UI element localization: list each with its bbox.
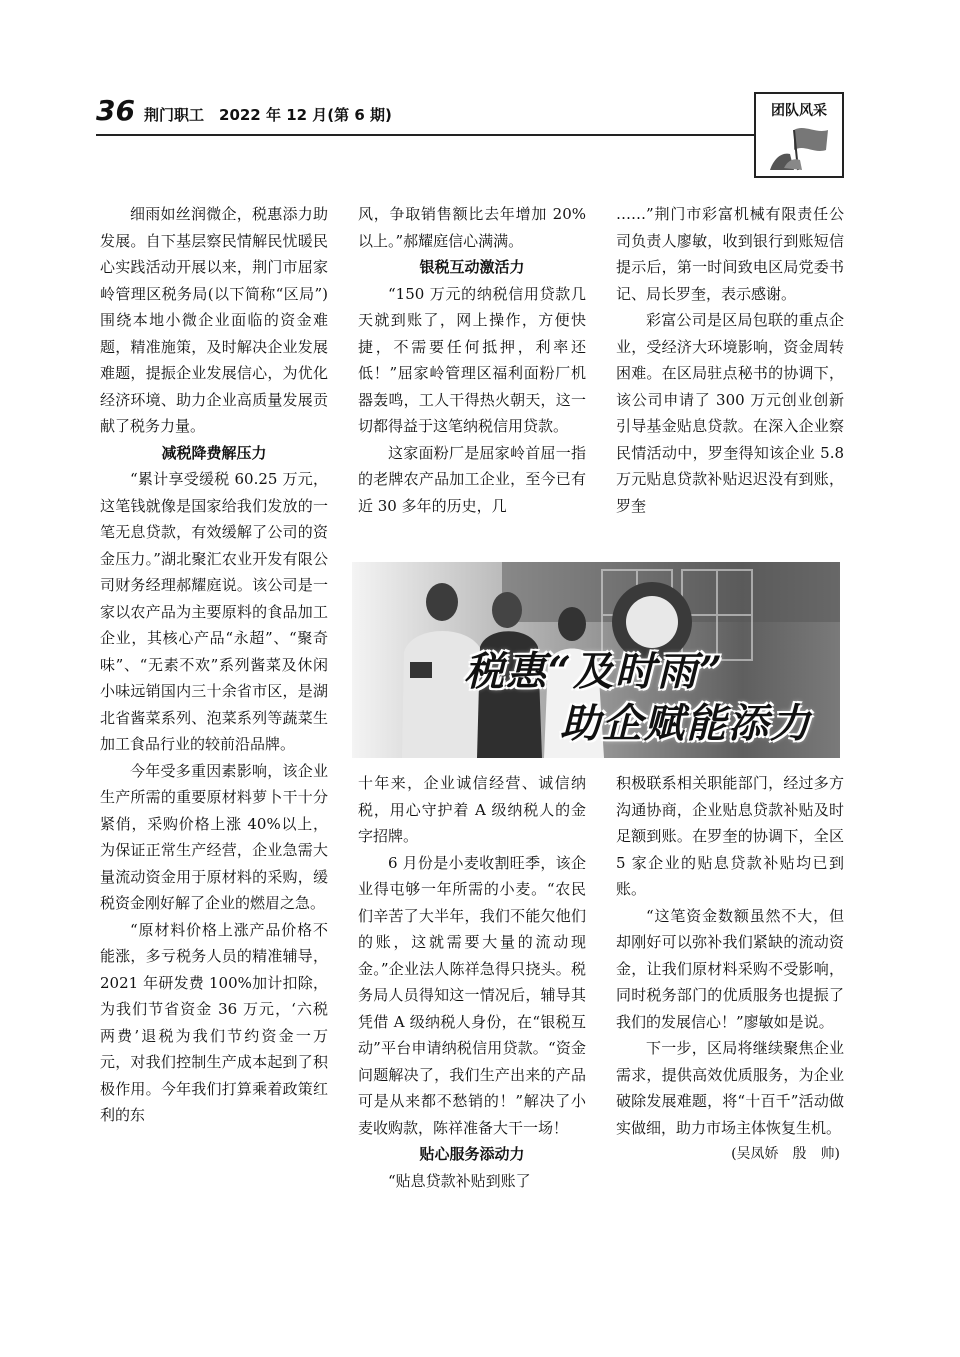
section-badge <box>754 92 844 178</box>
person-staff-head <box>558 607 586 641</box>
header-rule <box>96 134 760 136</box>
page-header <box>96 92 836 132</box>
paragraph: 下一步，区局将继续聚焦企业需求，提供高效优质服务，为企业破除发展难题，将“十百千”活动做实做细，助力市场主体恢复生机。 <box>616 1039 844 1137</box>
photo-headline-1: 税惠“及时雨” <box>464 648 725 695</box>
person-clerk-head <box>492 592 522 628</box>
paragraph: “原材料价格上涨产品价格不能涨，多亏税务人员的精准辅导，2021 年研发费 100%加计扣除，为我们节省资金 36 万元，‘六税两费’退税为我们节约资金一万元，对我们控制生产成本起到了积极作用。今年我们打算乘着政策红利的东 <box>100 920 328 1124</box>
article-column-2-top <box>358 201 586 519</box>
paragraph: 细雨如丝润微企，税惠添力助发展。自下基层察民情解民忧暖民心实践活动开展以来，荆门市屈家岭管理区税务局(以下简称“区局”)围绕本地小微企业面临的资金难题，精准施策，及时解决企业发展难题，提振企业发展信心，为优化经济环境、助力企业高质量发展贡献了税务力量。 <box>100 205 328 435</box>
author-credit: (吴凤娇 殷 帅) <box>731 1146 840 1162</box>
paragraph: 今年受多重因素影响，该企业生产所需的重要原材料萝卜干十分紧俏，采购价格上涨 40%以上，为保证正常生产经营，企业急需大量流动资金用于原材料的采购，缓税资金刚好解了企业的燃眉之急。 <box>100 761 328 912</box>
section-label: 团队风采 <box>771 103 827 119</box>
paragraph: 积极联系相关职能部门，经过多方沟通协商，企业贴息贷款补贴及时足额到账。在罗奎的协调下，全区 5 家企业的贴息贷款补贴均已到账。 <box>616 774 844 898</box>
article-column-3-bottom <box>616 770 844 1168</box>
article-column-3-top <box>616 201 844 519</box>
flag-icon <box>764 124 834 172</box>
person-officer-head <box>426 583 458 621</box>
paragraph: “150 万元的纳税信用贷款几天就到账了，网上操作，方便快捷，不需要任何抵押，利率还低！”屈家岭管理区福利面粉厂机器轰鸣，工人干得热火朝天，这一切都得益于这笔纳税信用贷款。 <box>358 284 586 435</box>
photo-headline-2: 助企赋能添力 <box>560 700 812 747</box>
page-number: 36 <box>96 94 135 127</box>
paragraph: 这家面粉厂是屈家岭首屈一指的老牌农产品加工企业，至今已有近 30 多年的历史，几 <box>358 443 586 515</box>
paragraph: 6 月份是小麦收割旺季，该企业得屯够一年所需的小麦。“农民们辛苦了大半年，我们不能欠他们的账，这就需要大量的流动现金。”企业法人陈祥急得只挠头。税务局人员得知这一情况后，辅导其凭借 A 级纳税人身份，在“银税互动”平台申请纳税信用贷款。“资金问题解决了，我们生产出来的产品可是从来都不愁销的！”解决了小麦收购款，陈祥准备大干一场！ <box>358 853 586 1137</box>
article-photo <box>352 562 840 758</box>
article-column-1 <box>100 201 328 1129</box>
paragraph: 彩富公司是区局包联的重点企业，受经济大环境影响，资金周转困难。在区局驻点秘书的协调下，该公司申请了 300 万元创业创新引导基金贴息贷款。在深入企业察民情活动中，罗奎得知该企业 5.8 万元贴息贷款补贴迟迟没有到账，罗奎 <box>616 311 844 515</box>
subheading-bank-tax: 银税互动激活力 <box>419 258 525 276</box>
subheading-tax-reduction: 减税降费解压力 <box>161 443 267 462</box>
subheading-service: 贴心服务添动力 <box>419 1145 525 1163</box>
paragraph: ……”荆门市彩富机械有限责任公司负责人廖敏，收到银行到账短信提示后，第一时间致电区局党委书记、局长罗奎，表示感谢。 <box>616 205 844 303</box>
article-column-2-bottom <box>358 770 586 1194</box>
paragraph: 风，争取销售额比去年增加 20%以上。”郝耀庭信心满满。 <box>358 205 586 250</box>
paragraph: “贴息贷款补贴到账了 <box>388 1171 531 1190</box>
paragraph: 十年来，企业诚信经营、诚信纳税，用心守护着 A 级纳税人的金字招牌。 <box>358 774 586 845</box>
publication-info: 荆门职工 2022 年 12 月(第 6 期) <box>144 106 392 124</box>
paragraph: “累计享受缓税 60.25 万元，这笔钱就像是国家给我们发放的一笔无息贷款，有效缓解了公司的资金压力。”湖北聚汇农业开发有限公司财务经理郝耀庭说。该公司是一家以农产品为主要原料的食品加工企业，其核心产品“永超”、“聚奇味”、“无素不欢”系列酱菜及休闲小味远销国内三十余省市区，是湖北省酱菜系列、泡菜系列等蔬菜生加工食品行业的较前沿品牌。 <box>100 470 328 753</box>
paragraph: “这笔资金数额虽然不大，但却刚好可以弥补我们紧缺的流动资金，让我们原材料采购不受影响，同时税务部门的优质服务也提振了我们的发展信心！”廖敏如是说。 <box>616 906 844 1031</box>
